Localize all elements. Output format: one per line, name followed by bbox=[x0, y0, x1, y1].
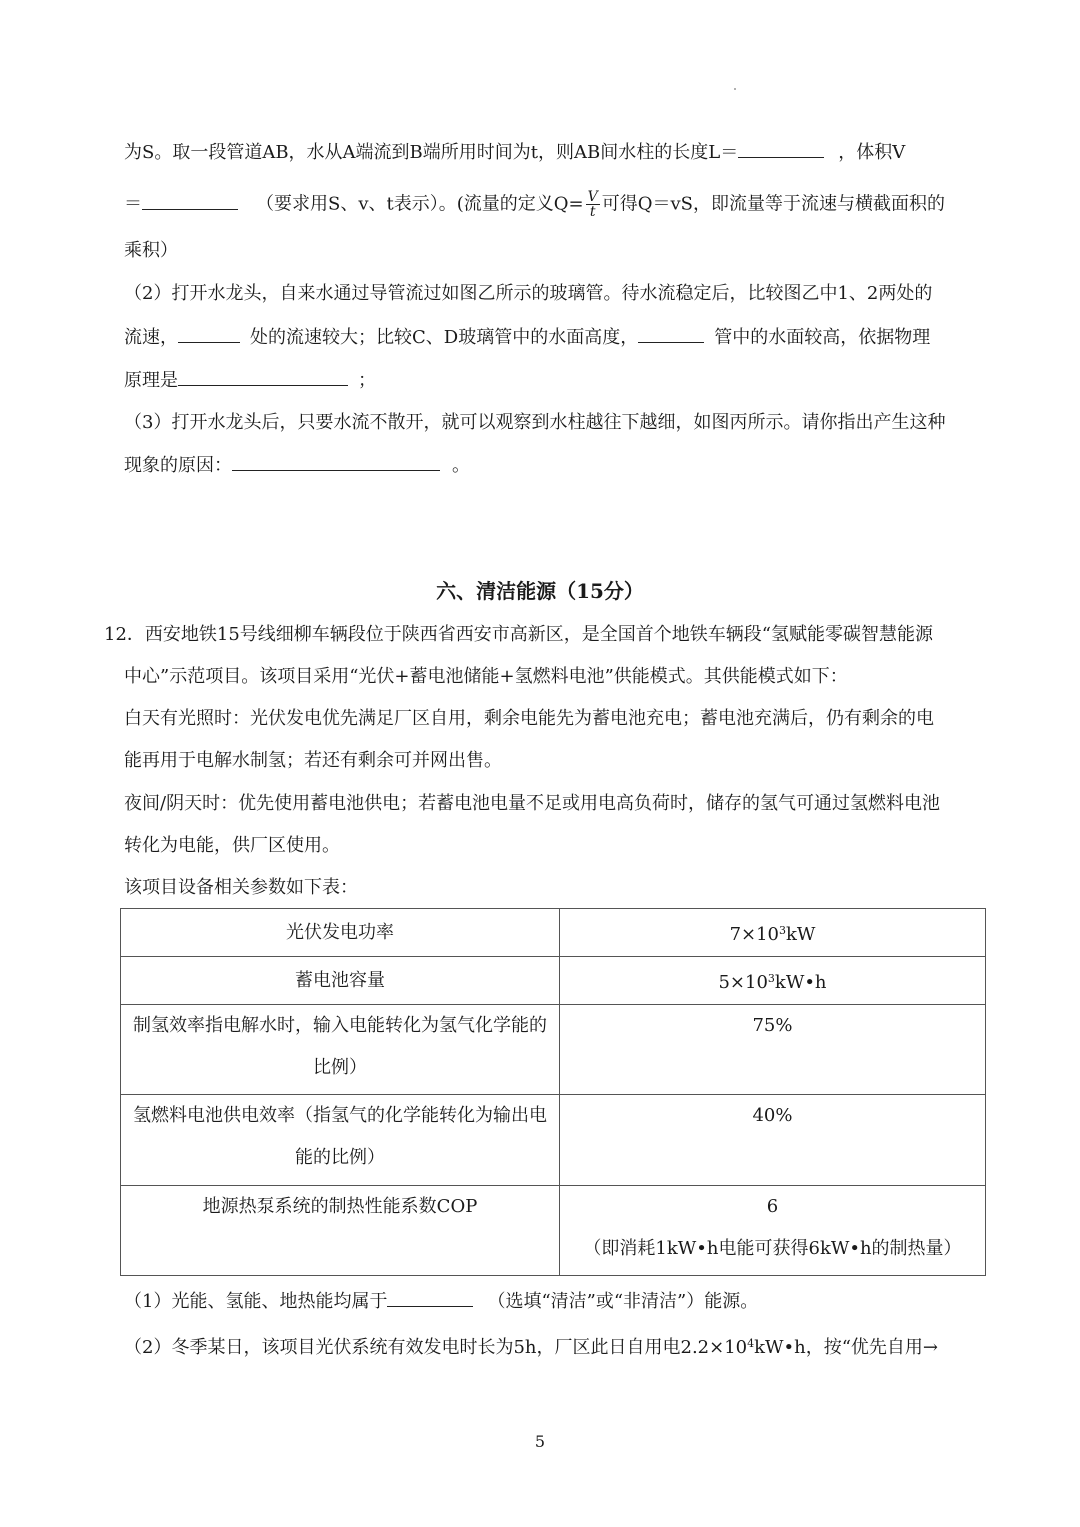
q12-line-1: 12．西安地铁15号线细柳车辆段位于陕西省西安市高新区，是全国首个地铁车辆段“氢赋能零碳智慧能源 bbox=[104, 624, 934, 645]
table-cell-value: 75% bbox=[560, 1005, 986, 1095]
q12-line-6: 转化为电能，供厂区使用。 bbox=[124, 835, 340, 856]
answer-blank-tube[interactable] bbox=[638, 324, 704, 343]
text: 。 bbox=[452, 455, 470, 476]
table-cell-label: 蓄电池容量 bbox=[121, 957, 560, 1005]
table-row bbox=[121, 1095, 986, 1186]
table-row bbox=[121, 1186, 986, 1276]
text: （2）打开水龙头，自来水通过导管流过如图乙所示的玻璃管。待水流稳定后，比较图乙中1、2两处的 bbox=[124, 283, 933, 304]
value-exponent: 3 bbox=[779, 923, 787, 937]
answer-blank-principle[interactable] bbox=[178, 367, 348, 386]
q12-line-7: 该项目设备相关参数如下表： bbox=[124, 877, 358, 898]
q12-line-5: 夜间/阴天时：优先使用蓄电池供电；若蓄电池电量不足或用电高负荷时，储存的氢气可通过氢燃料电池 bbox=[124, 793, 941, 814]
text: 现象的原因： bbox=[124, 455, 232, 476]
text: 为S。取一段管道AB，水从A端流到B端所用时间为t，则AB间水柱的长度L＝ bbox=[124, 142, 739, 163]
value-unit: kW•h bbox=[774, 971, 827, 993]
cell-line: （即消耗1kW•h电能可获得6kW•h的制热量） bbox=[583, 1238, 962, 1259]
text-line-6 bbox=[124, 367, 982, 394]
text-line-2 bbox=[124, 190, 982, 219]
value-unit: kW bbox=[786, 923, 816, 945]
text: 处的流速较大；比较C、D玻璃管中的水面高度， bbox=[250, 327, 639, 348]
table-row bbox=[121, 1005, 986, 1095]
value-exponent: 3 bbox=[767, 971, 775, 985]
answer-blank-length[interactable] bbox=[738, 139, 824, 158]
table-cell-value bbox=[560, 1186, 986, 1276]
table-cell-label bbox=[121, 1095, 560, 1186]
text: kW•h，按“优先自用→ bbox=[754, 1337, 939, 1358]
table-row bbox=[121, 957, 986, 1005]
fraction-denominator: t bbox=[589, 204, 596, 220]
answer-blank-reason[interactable] bbox=[232, 452, 440, 471]
sub-question-2 bbox=[124, 1331, 982, 1361]
table-cell-value: 40% bbox=[560, 1095, 986, 1186]
text: 可得Q＝vS，即流量等于流速与横截面积的 bbox=[601, 193, 945, 215]
table-cell-label: 光伏发电功率 bbox=[121, 909, 560, 957]
text: ，体积V bbox=[838, 142, 906, 163]
text: 管中的水面较高，依据物理 bbox=[714, 327, 931, 348]
cell-line: 制氢效率指电解水时，输入电能转化为氢气化学能的 bbox=[133, 1015, 547, 1036]
table-row bbox=[121, 909, 986, 957]
text: 流速， bbox=[124, 327, 178, 348]
value-base: 7×10 bbox=[729, 923, 780, 945]
sub-question-1 bbox=[124, 1288, 982, 1315]
table-cell-label bbox=[121, 1005, 560, 1095]
text: （2）冬季某日，该项目光伏系统有效发电时长为5h，厂区此日自用电2.2×10 bbox=[124, 1337, 748, 1358]
answer-blank-position[interactable] bbox=[178, 324, 240, 343]
cell-line: 氢燃料电池供电效率（指氢气的化学能转化为输出电 bbox=[133, 1105, 547, 1126]
page-number: 5 bbox=[534, 1432, 546, 1451]
text: 原理是 bbox=[124, 370, 178, 391]
text: ＝ bbox=[124, 193, 142, 215]
parameters-table bbox=[120, 908, 986, 1276]
q12-line-4: 能再用于电解水制氢；若还有剩余可并网出售。 bbox=[124, 750, 502, 771]
answer-blank-clean[interactable] bbox=[387, 1288, 473, 1307]
fraction-v-over-t bbox=[586, 190, 600, 219]
table-cell-value bbox=[560, 909, 986, 957]
value-base: 5×10 bbox=[718, 971, 768, 993]
text-line-1 bbox=[124, 139, 982, 166]
q12-line-3: 白天有光照时：光伏发电优先满足厂区自用，剩余电能先为蓄电池充电；蓄电池充满后，仍有剩余的电 bbox=[124, 708, 934, 729]
text-line-7 bbox=[124, 410, 982, 436]
cell-line: 能的比例） bbox=[295, 1147, 385, 1168]
scan-speck bbox=[734, 88, 736, 90]
text-line-3 bbox=[124, 238, 982, 264]
table-cell-value bbox=[560, 957, 986, 1005]
text-line-8 bbox=[124, 452, 982, 479]
q12-line-2: 中心”示范项目。该项目采用“光伏+蓄电池储能+氢燃料电池”供能模式。其供能模式如下： bbox=[124, 666, 848, 687]
text: ； bbox=[358, 370, 376, 391]
text-line-5 bbox=[124, 324, 982, 351]
text: 乘积） bbox=[124, 240, 178, 261]
answer-blank-volume[interactable] bbox=[142, 191, 238, 210]
text: （要求用S、v、t表示）。(流量的定义Q= bbox=[256, 193, 584, 215]
cell-line: 6 bbox=[766, 1196, 779, 1217]
text: （1）光能、氢能、地热能均属于 bbox=[124, 1291, 388, 1312]
cell-line: 比例） bbox=[313, 1057, 367, 1078]
text: （选填“清洁”或“非清洁”）能源。 bbox=[487, 1291, 759, 1312]
table-cell-label: 地源热泵系统的制热性能系数COP bbox=[121, 1186, 560, 1276]
text: （3）打开水龙头后，只要水流不散开，就可以观察到水柱越往下越细，如图丙所示。请你指出产生这种 bbox=[124, 412, 946, 433]
section-heading: 六、清洁能源（15分） bbox=[436, 579, 644, 603]
exponent: 4 bbox=[747, 1337, 755, 1350]
fraction-numerator: V bbox=[587, 189, 598, 205]
text-line-4 bbox=[124, 281, 982, 307]
